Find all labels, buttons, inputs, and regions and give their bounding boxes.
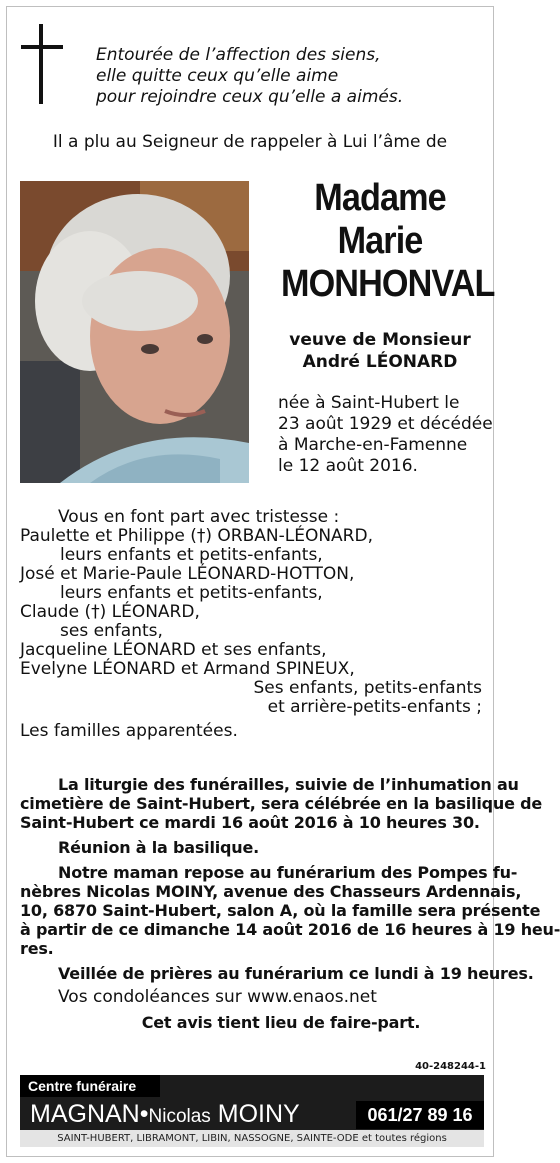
family-line: Jacqueline LÉONARD et ses enfants, [20,640,327,660]
name-first: Marie [337,220,423,262]
reunion-line: Réunion à la basilique. [58,838,260,857]
widow-line: André LÉONARD [302,352,458,372]
rest-line: res. [20,939,54,958]
widow-of [270,329,490,373]
family-line: ses enfants, [60,621,163,641]
liturgy-line: La liturgie des funérailles, suivie de l’inhumation au [58,775,519,794]
vigil-line: Veillée de prières au funérarium ce lundi à 19 heures. [58,964,534,983]
portrait-photo [20,181,249,483]
birth-death-info [278,393,493,477]
family-line: Paulette et Philippe (†) ORBAN-LÉONARD, [20,526,373,546]
brand-last-name: MOINY [217,1100,300,1128]
announce-line: Vous en font part avec tristesse : [58,507,340,527]
birth-line: le 12 août 2016. [278,456,418,476]
epitaph-line: pour rejoindre ceux qu’elle a aimés. [96,87,404,107]
notice-line: Cet avis tient lieu de faire-part. [141,1013,421,1032]
family-line: leurs enfants et petits-enfants, [60,545,323,565]
funeral-home-brand [30,1100,300,1131]
brand-main: MAGNAN [30,1100,140,1128]
liturgy-block [20,775,560,1032]
condolences-line: Vos condoléances sur www.enaos.net [58,987,377,1007]
reference-number: 40-248244-1 [415,1061,486,1072]
name-last: MONHONVAL [281,263,495,305]
liturgy-line: Saint-Hubert ce mardi 16 août 2016 à 10 heures 30. [20,813,480,832]
birth-line: née à Saint-Hubert le [278,393,460,413]
relatives-line: Les familles apparentées. [20,721,238,741]
widow-line: veuve de Monsieur [289,330,471,350]
family-line: leurs enfants et petits-enfants, [60,583,323,603]
family-line: José et Marie-Paule LÉONARD-HOTTON, [20,564,355,584]
deceased-name [281,177,495,306]
rest-line: à partir de ce dimanche 14 août 2016 de 16 heures à 19 heu- [20,920,560,939]
funeral-center-label: Centre funéraire [20,1075,160,1097]
name-title: Madame [314,177,446,219]
epitaph-line: elle quitte ceux qu’elle aime [96,66,339,86]
phone-number: 061/27 89 16 [356,1101,484,1129]
service-regions: SAINT-HUBERT, LIBRAMONT, LIBIN, NASSOGNE, SAINTE-ODE et toutes régions [20,1130,484,1147]
intro-text: Il a plu au Seigneur de rappeler à Lui l’âme de [52,132,448,152]
birth-line: à Marche-en-Famenne [278,435,468,455]
epitaph [96,45,403,108]
rest-line: 10, 6870 Saint-Hubert, salon A, où la famille sera présente [20,901,541,920]
family-block [20,508,482,741]
grandchildren-line: et arrière-petits-enfants ; [267,697,482,717]
liturgy-line: cimetière de Saint-Hubert, sera célébrée en la basilique de [20,794,543,813]
family-line: Evelyne LÉONARD et Armand SPINEUX, [20,659,355,679]
brand-separator-icon: • [139,1100,149,1128]
epitaph-line: Entourée de l’affection des siens, [96,45,381,65]
funeral-home-banner [20,1075,484,1147]
family-line: Claude (†) LÉONARD, [20,602,200,622]
grandchildren-line: Ses enfants, petits-enfants [253,678,482,698]
birth-line: 23 août 1929 et décédée [278,414,493,434]
rest-line: nèbres Nicolas MOINY, avenue des Chasseurs Ardennais, [20,882,522,901]
rest-line: Notre maman repose au funérarium des Pompes fu- [58,863,518,882]
brand-first-name: Nicolas [148,1106,211,1127]
